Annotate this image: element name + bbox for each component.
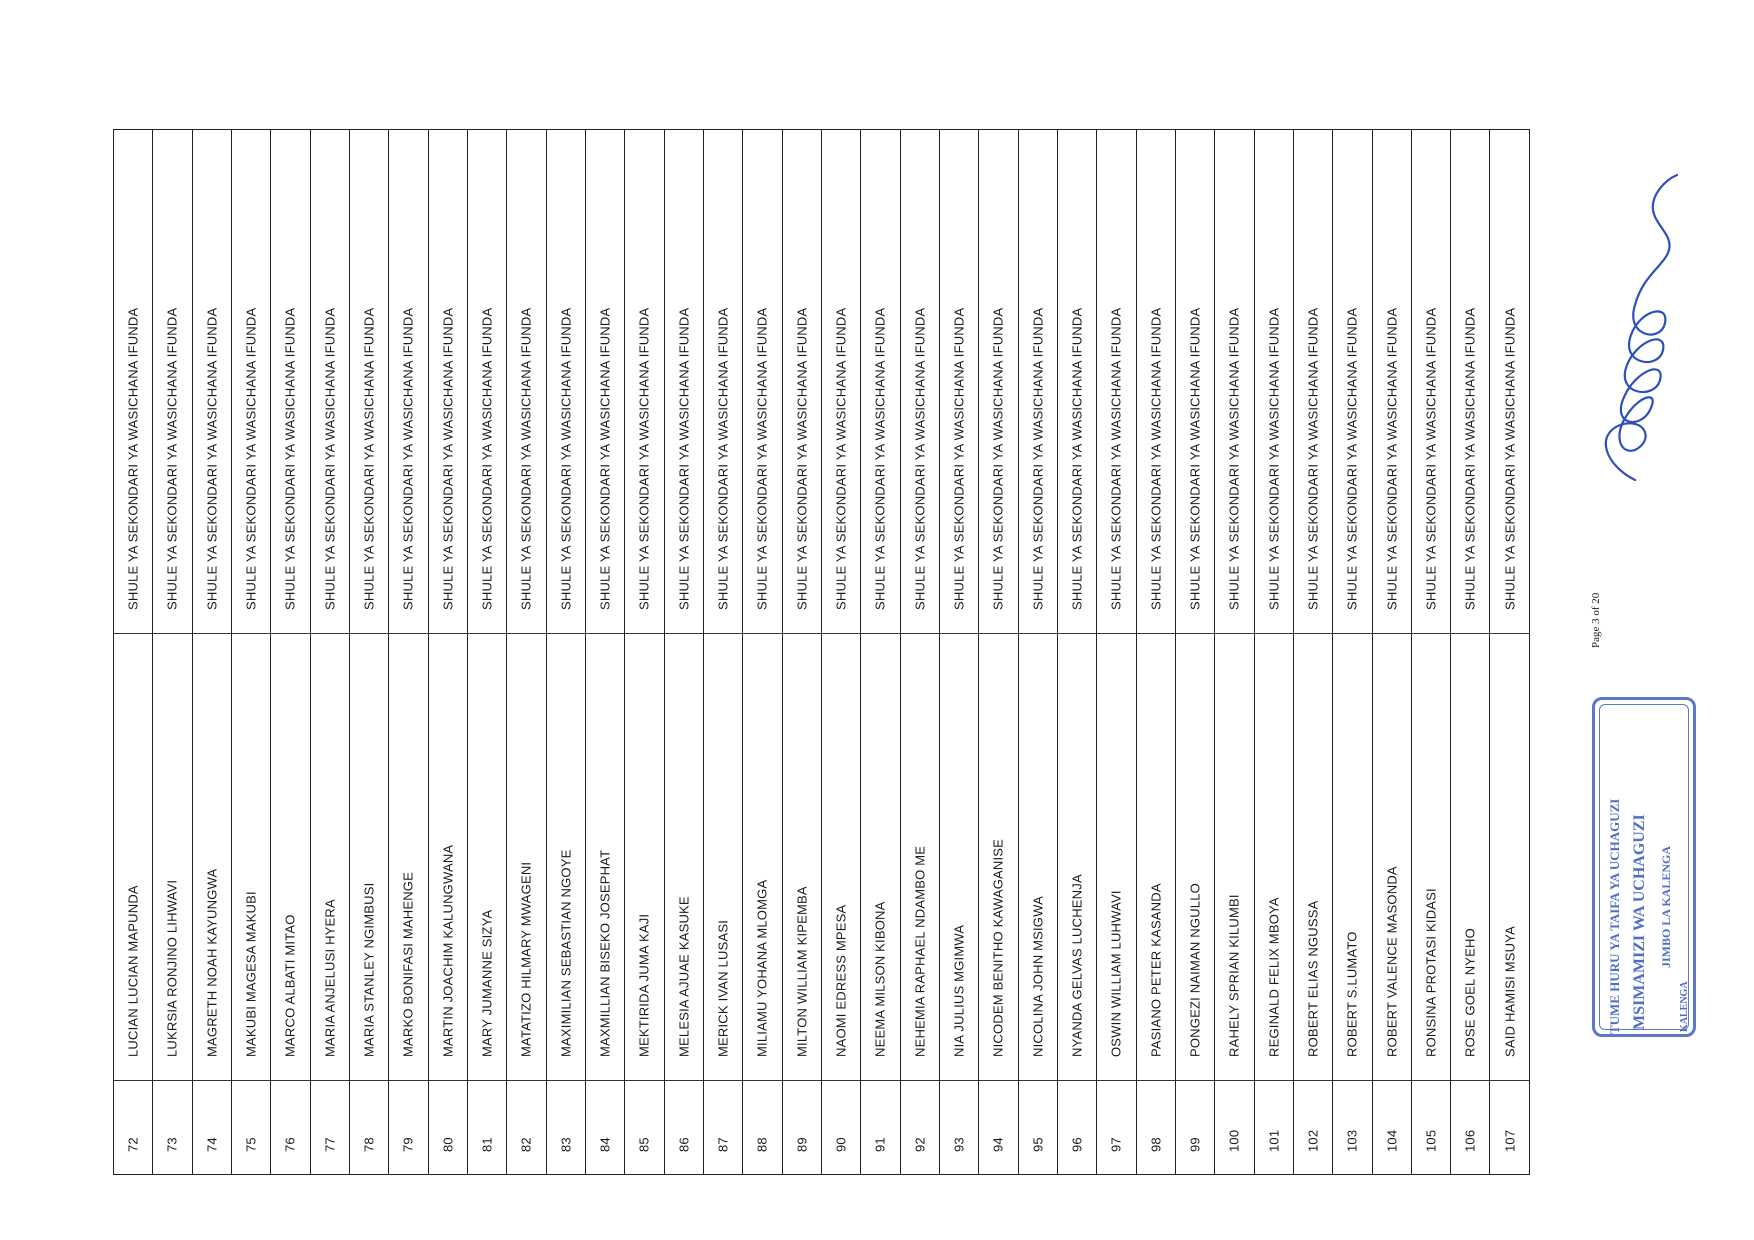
name-cell: MILIAMU YOHANA MLOMGA bbox=[743, 633, 781, 1081]
number-cell: 73 bbox=[164, 1137, 180, 1152]
school-cell: SHULE YA SEKONDARI YA WASICHANA IFUNDA bbox=[1176, 130, 1214, 634]
school-cell: SHULE YA SEKONDARI YA WASICHANA IFUNDA bbox=[743, 130, 781, 634]
school-cell: SHULE YA SEKONDARI YA WASICHANA IFUNDA bbox=[1215, 130, 1253, 634]
name-cell: MARTIN JOACHIM KALUNGWANA bbox=[429, 633, 467, 1081]
school-cell: SHULE YA SEKONDARI YA WASICHANA IFUNDA bbox=[1373, 130, 1411, 634]
name-cell: LUCIAN LUCIAN MAPUNDA bbox=[114, 633, 152, 1081]
number-cell: 99 bbox=[1187, 1137, 1203, 1152]
table-row bbox=[979, 129, 1018, 1174]
number-cell: 87 bbox=[715, 1137, 731, 1152]
number-cell: 80 bbox=[440, 1137, 456, 1152]
number-cell: 76 bbox=[282, 1137, 298, 1152]
school-cell: SHULE YA SEKONDARI YA WASICHANA IFUNDA bbox=[783, 130, 821, 634]
table-row bbox=[271, 129, 310, 1174]
number-cell: 106 bbox=[1462, 1129, 1478, 1152]
name-cell: ROBERT VALENCE MASONDA bbox=[1373, 633, 1411, 1081]
school-cell: SHULE YA SEKONDARI YA WASICHANA IFUNDA bbox=[1058, 130, 1096, 634]
number-cell: 77 bbox=[322, 1137, 338, 1152]
number-cell: 98 bbox=[1148, 1137, 1164, 1152]
table-row bbox=[1451, 129, 1490, 1174]
name-cell: MARY JUMANNE SIZYA bbox=[468, 633, 506, 1081]
number-cell: 81 bbox=[479, 1137, 495, 1152]
number-cell: 78 bbox=[361, 1137, 377, 1152]
school-cell: SHULE YA SEKONDARI YA WASICHANA IFUNDA bbox=[1333, 130, 1371, 634]
school-cell: SHULE YA SEKONDARI YA WASICHANA IFUNDA bbox=[1412, 130, 1450, 634]
table-row bbox=[586, 129, 625, 1174]
school-cell: SHULE YA SEKONDARI YA WASICHANA IFUNDA bbox=[1490, 130, 1528, 634]
school-cell: SHULE YA SEKONDARI YA WASICHANA IFUNDA bbox=[429, 130, 467, 634]
number-cell: 93 bbox=[951, 1137, 967, 1152]
school-cell: SHULE YA SEKONDARI YA WASICHANA IFUNDA bbox=[507, 130, 545, 634]
table-row bbox=[429, 129, 468, 1174]
table-row bbox=[1019, 129, 1058, 1174]
table-row bbox=[625, 129, 664, 1174]
name-cell: MAXIMILIAN SEBASTIAN NGOYE bbox=[547, 633, 585, 1081]
official-stamp: TUME HURU YA TAIFA YA UCHAGUZI MSIMAMIZI WA UCHAGUZI JIMBO LA KALENGA KALENGA bbox=[1592, 697, 1696, 1037]
number-cell: 96 bbox=[1069, 1137, 1085, 1152]
school-cell: SHULE YA SEKONDARI YA WASICHANA IFUNDA bbox=[1255, 130, 1293, 634]
name-cell: ROBERT S.LUMATO bbox=[1333, 633, 1371, 1081]
table-row bbox=[547, 129, 586, 1174]
number-cell: 79 bbox=[400, 1137, 416, 1152]
name-cell: MARKO BONIFASI MAHENGE bbox=[389, 633, 427, 1081]
number-cell: 107 bbox=[1502, 1129, 1518, 1152]
name-cell: LUKRSIA RONJINO LIHWAVI bbox=[153, 633, 191, 1081]
table-row bbox=[940, 129, 979, 1174]
table-row bbox=[822, 129, 861, 1174]
table-row bbox=[1412, 129, 1451, 1174]
number-cell: 85 bbox=[636, 1137, 652, 1152]
number-cell: 100 bbox=[1226, 1129, 1242, 1152]
name-cell: NEHEMIA RAPHAEL NDAMBO ME bbox=[901, 633, 939, 1081]
number-cell: 88 bbox=[754, 1137, 770, 1152]
number-cell: 103 bbox=[1344, 1129, 1360, 1152]
table-row bbox=[311, 129, 350, 1174]
number-cell: 94 bbox=[990, 1137, 1006, 1152]
number-cell: 95 bbox=[1030, 1137, 1046, 1152]
table-row bbox=[704, 129, 743, 1174]
name-cell: OSWIN WILLIAM LUHWAVI bbox=[1097, 633, 1135, 1081]
table-row bbox=[1097, 129, 1136, 1174]
name-cell: MARIA STANLEY NGIMBUSI bbox=[350, 633, 388, 1081]
school-cell: SHULE YA SEKONDARI YA WASICHANA IFUNDA bbox=[547, 130, 585, 634]
table-row bbox=[1058, 129, 1097, 1174]
table-row bbox=[232, 129, 271, 1174]
table-row bbox=[1490, 129, 1529, 1174]
school-cell: SHULE YA SEKONDARI YA WASICHANA IFUNDA bbox=[232, 130, 270, 634]
name-cell: MERICK IVAN LUSASI bbox=[704, 633, 742, 1081]
name-cell: RONSINA PROTASI KIDASI bbox=[1412, 633, 1450, 1081]
school-cell: SHULE YA SEKONDARI YA WASICHANA IFUNDA bbox=[665, 130, 703, 634]
name-cell: MAGRETH NOAH KAYUNGWA bbox=[193, 633, 231, 1081]
school-cell: SHULE YA SEKONDARI YA WASICHANA IFUNDA bbox=[1019, 130, 1057, 634]
name-cell: SAID HAMISI MSUYA bbox=[1490, 633, 1528, 1081]
table-row bbox=[665, 129, 704, 1174]
name-cell: MARIA ANJELUSI HYERA bbox=[311, 633, 349, 1081]
table-row bbox=[783, 129, 822, 1174]
name-cell: MATATIZO HILMARY MWAGENI bbox=[507, 633, 545, 1081]
name-cell: MELESIA AJUAE KASUKE bbox=[665, 633, 703, 1081]
name-cell: ROBERT ELIAS NGUSSA bbox=[1294, 633, 1332, 1081]
name-cell: NEEMA MILSON KIBONA bbox=[861, 633, 899, 1081]
name-cell: NYANDA GELVAS LUCHENJA bbox=[1058, 633, 1096, 1081]
school-cell: SHULE YA SEKONDARI YA WASICHANA IFUNDA bbox=[193, 130, 231, 634]
table-row bbox=[1215, 129, 1254, 1174]
name-cell: MILTON WILLIAM KIPEMBA bbox=[783, 633, 821, 1081]
name-cell: MEKTIRIDA JUMA KAJI bbox=[625, 633, 663, 1081]
number-cell: 101 bbox=[1266, 1129, 1282, 1152]
number-cell: 86 bbox=[676, 1137, 692, 1152]
table-row bbox=[1176, 129, 1215, 1174]
school-cell: SHULE YA SEKONDARI YA WASICHANA IFUNDA bbox=[586, 130, 624, 634]
school-cell: SHULE YA SEKONDARI YA WASICHANA IFUNDA bbox=[389, 130, 427, 634]
signature-stroke bbox=[1606, 175, 1677, 480]
number-cell: 105 bbox=[1423, 1129, 1439, 1152]
name-cell: NIA JULIUS MGIMWA bbox=[940, 633, 978, 1081]
name-cell: RAHELY SPRIAN KILUMBI bbox=[1215, 633, 1253, 1081]
table-row bbox=[861, 129, 900, 1174]
table-row bbox=[1255, 129, 1294, 1174]
name-cell: MAXMILLIAN BISEKO JOSEPHAT bbox=[586, 633, 624, 1081]
number-cell: 72 bbox=[125, 1137, 141, 1152]
number-cell: 104 bbox=[1384, 1129, 1400, 1152]
name-cell: ROSE GOEL NYEHO bbox=[1451, 633, 1489, 1081]
number-cell: 97 bbox=[1108, 1137, 1124, 1152]
school-cell: SHULE YA SEKONDARI YA WASICHANA IFUNDA bbox=[901, 130, 939, 634]
table-row bbox=[507, 129, 546, 1174]
name-cell: NAOMI EDRESS MPESA bbox=[822, 633, 860, 1081]
school-cell: SHULE YA SEKONDARI YA WASICHANA IFUNDA bbox=[979, 130, 1017, 634]
school-cell: SHULE YA SEKONDARI YA WASICHANA IFUNDA bbox=[1451, 130, 1489, 634]
name-cell: NICOLINA JOHN MSIGWA bbox=[1019, 633, 1057, 1081]
school-cell: SHULE YA SEKONDARI YA WASICHANA IFUNDA bbox=[350, 130, 388, 634]
name-cell: PASIANO PETER KASANDA bbox=[1137, 633, 1175, 1081]
name-cell: MAKUBI MAGESA MAKUBI bbox=[232, 633, 270, 1081]
number-cell: 83 bbox=[558, 1137, 574, 1152]
school-cell: SHULE YA SEKONDARI YA WASICHANA IFUNDA bbox=[114, 130, 152, 634]
school-cell: SHULE YA SEKONDARI YA WASICHANA IFUNDA bbox=[1294, 130, 1332, 634]
school-cell: SHULE YA SEKONDARI YA WASICHANA IFUNDA bbox=[861, 130, 899, 634]
number-cell: 91 bbox=[872, 1137, 888, 1152]
table-row bbox=[1373, 129, 1412, 1174]
signature bbox=[1565, 155, 1695, 485]
school-cell: SHULE YA SEKONDARI YA WASICHANA IFUNDA bbox=[1097, 130, 1135, 634]
table-row bbox=[1294, 129, 1333, 1174]
table-row bbox=[389, 129, 428, 1174]
number-cell: 84 bbox=[597, 1137, 613, 1152]
table-row bbox=[468, 129, 507, 1174]
school-cell: SHULE YA SEKONDARI YA WASICHANA IFUNDA bbox=[822, 130, 860, 634]
table-row bbox=[743, 129, 782, 1174]
number-cell: 82 bbox=[518, 1137, 534, 1152]
table-row bbox=[350, 129, 389, 1174]
school-cell: SHULE YA SEKONDARI YA WASICHANA IFUNDA bbox=[625, 130, 663, 634]
table-row bbox=[1137, 129, 1176, 1174]
table-row bbox=[1333, 129, 1372, 1174]
number-cell: 74 bbox=[204, 1137, 220, 1152]
school-cell: SHULE YA SEKONDARI YA WASICHANA IFUNDA bbox=[468, 130, 506, 634]
name-cell: REGINALD FELIX MBOYA bbox=[1255, 633, 1293, 1081]
school-cell: SHULE YA SEKONDARI YA WASICHANA IFUNDA bbox=[153, 130, 191, 634]
candidate-table bbox=[113, 129, 1530, 1175]
number-cell: 92 bbox=[912, 1137, 928, 1152]
school-cell: SHULE YA SEKONDARI YA WASICHANA IFUNDA bbox=[271, 130, 309, 634]
name-cell: MARCO ALBATI MITAO bbox=[271, 633, 309, 1081]
school-cell: SHULE YA SEKONDARI YA WASICHANA IFUNDA bbox=[1137, 130, 1175, 634]
name-cell: NICODEM BENITHO KAWAGANISE bbox=[979, 633, 1017, 1081]
name-cell: PONGEZI NAIMAN NGULLO bbox=[1176, 633, 1214, 1081]
table-row bbox=[193, 129, 232, 1174]
number-cell: 89 bbox=[794, 1137, 810, 1152]
school-cell: SHULE YA SEKONDARI YA WASICHANA IFUNDA bbox=[704, 130, 742, 634]
school-cell: SHULE YA SEKONDARI YA WASICHANA IFUNDA bbox=[311, 130, 349, 634]
table-row bbox=[153, 129, 192, 1174]
number-cell: 102 bbox=[1305, 1129, 1321, 1152]
school-cell: SHULE YA SEKONDARI YA WASICHANA IFUNDA bbox=[940, 130, 978, 634]
number-cell: 75 bbox=[243, 1137, 259, 1152]
number-cell: 90 bbox=[833, 1137, 849, 1152]
table-row bbox=[114, 129, 153, 1174]
table-row bbox=[901, 129, 940, 1174]
